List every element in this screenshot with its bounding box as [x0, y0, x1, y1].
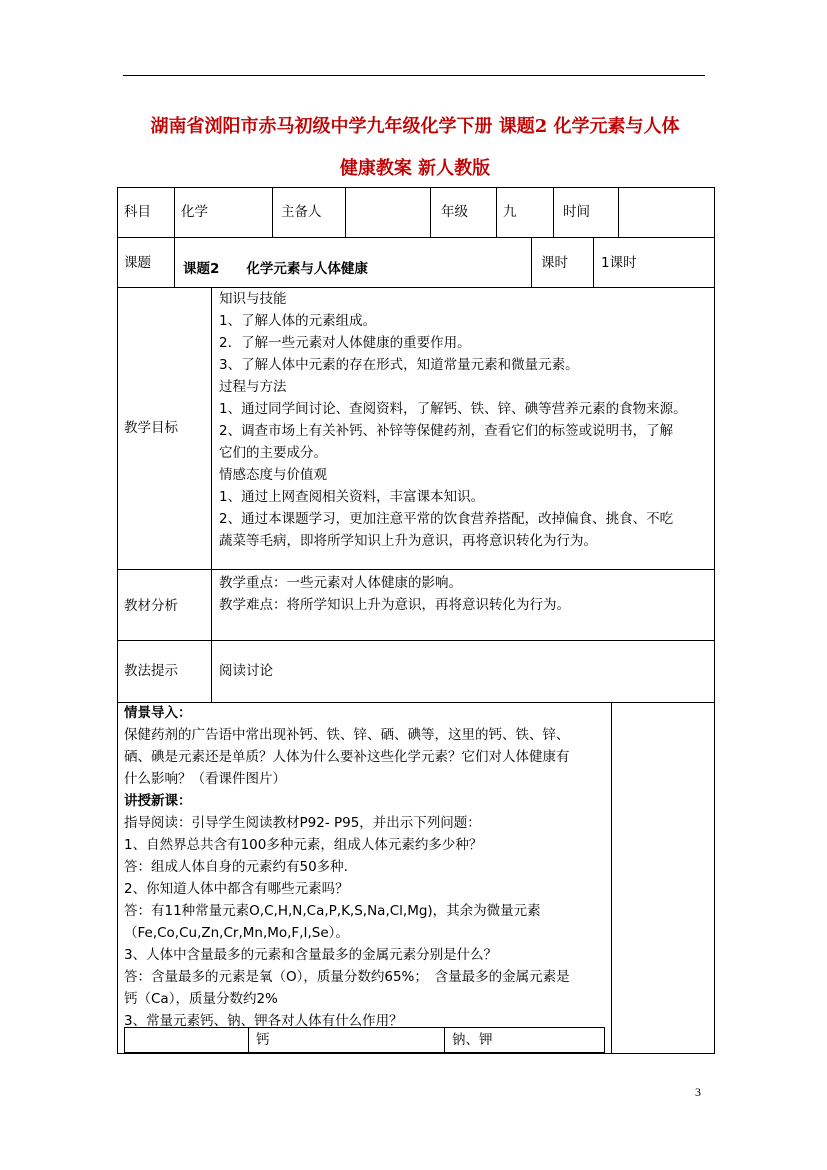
table-border-right [714, 187, 715, 1054]
col-divider [593, 237, 594, 287]
content-line: 保健药剂的广告语中常出现补钙、铁、锌、硒、碘等，这里的钙、铁、锌、 [124, 727, 570, 743]
row-divider [117, 237, 715, 238]
inner-table-sodium-potassium: 钠、钾 [452, 1032, 493, 1048]
analysis-difficult-point: 教学难点：将所学知识上升为意识，再将意识转化为行为。 [219, 597, 570, 613]
content-line: 硒、碘是元素还是单质？人体为什么要补这些化学元素？它们对人体健康有 [124, 749, 570, 765]
title-line-2: 健康教案 新人教版 [339, 158, 491, 179]
objective-line: 2、调查市场上有关补钙、补锌等保健药剂，查看它们的标签或说明书，了解 [219, 423, 674, 439]
content-line: 2、你知道人体中都含有哪些元素吗？ [124, 881, 349, 897]
objective-line: 3、了解人体中元素的存在形式，知道常量元素和微量元素。 [219, 357, 579, 373]
objective-line: 1、通过同学间讨论、查阅资料，了解钙、铁、锌、碘等营养元素的食物来源。 [219, 401, 687, 417]
table-border-bottom [117, 1053, 715, 1054]
content-line: 3、常量元素钙、钠、钾各对人体有什么作用？ [124, 1013, 403, 1029]
section-heading: 讲授新课： [124, 793, 192, 809]
document-title [110, 106, 720, 190]
objective-line: 2、通过本课题学习，更加注意平常的饮食营养搭配，改掉偏食、挑食、不吃 [219, 511, 674, 527]
col-divider [174, 237, 175, 287]
row-divider [117, 640, 715, 641]
objectives-label: 教学目标 [124, 420, 178, 436]
col-divider [553, 187, 554, 237]
objectives-text [219, 288, 687, 552]
content-line: 指导阅读：引导学生阅读教材P92- P95，并出示下列问题： [124, 815, 481, 831]
content-line: （Fe,Co,Cu,Zn,Cr,Mn,Mo,F,I,Se）。 [124, 925, 349, 941]
col-divider [345, 187, 346, 237]
col-divider [211, 287, 212, 702]
title-line-1: 湖南省浏阳市赤马初级中学九年级化学下册 课题2 化学元素与人体 [150, 116, 680, 137]
topic-value: 课题2 化学元素与人体健康 [183, 261, 368, 277]
content-line: 3、人体中含量最多的元素和含量最多的金属元素分别是什么？ [124, 947, 498, 963]
col-divider [496, 187, 497, 237]
objective-line: 1、通过上网查阅相关资料，丰富课本知识。 [219, 489, 485, 505]
topic-label: 课题 [124, 255, 151, 271]
objective-line: 知识与技能 [219, 291, 287, 307]
content-line: 钙（Ca），质量分数约2% [124, 991, 278, 1007]
subject-value: 化学 [181, 204, 208, 220]
method-value: 阅读讨论 [219, 663, 273, 679]
inner-table-border [604, 1027, 605, 1053]
col-divider [531, 237, 532, 287]
analysis-label: 教材分析 [124, 598, 178, 614]
subject-label: 科目 [124, 204, 151, 220]
objective-line: 它们的主要成分。 [219, 445, 327, 461]
table-border-left [117, 187, 118, 1054]
analysis-key-point: 教学重点：一些元素对人体健康的影响。 [219, 575, 462, 591]
method-label: 教法提示 [124, 663, 178, 679]
content-line: 答：含量最多的元素是氧（O），质量分数约65%； 含量最多的金属元素是 [124, 969, 570, 985]
inner-table-calcium: 钙 [256, 1032, 270, 1048]
hours-label: 课时 [541, 255, 568, 271]
objective-line: 2．了解一些元素对人体健康的重要作用。 [219, 335, 471, 351]
inner-table-border [124, 1052, 605, 1053]
preparer-label: 主备人 [281, 204, 322, 220]
content-line: 什么影响？（看课件图片） [124, 771, 286, 787]
header-rule [123, 75, 705, 76]
objective-line: 1、了解人体的元素组成。 [219, 313, 377, 329]
grade-value: 九 [503, 204, 517, 220]
objective-line: 蔬菜等毛病，即将所学知识上升为意识，再将意识转化为行为。 [219, 533, 597, 549]
hours-value: 1课时 [601, 255, 637, 271]
table-border-top [117, 187, 715, 188]
col-divider [618, 187, 619, 237]
col-divider [272, 187, 273, 237]
page-number: 3 [695, 1085, 701, 1099]
objective-line: 情感态度与价值观 [219, 467, 327, 483]
content-line: 1、自然界总共含有100多种元素，组成人体元素约多少种？ [124, 837, 483, 853]
objective-line: 过程与方法 [219, 379, 287, 395]
col-divider [174, 187, 175, 237]
col-divider [611, 702, 612, 1053]
section-heading: 情景导入： [124, 705, 192, 721]
grade-label: 年级 [441, 204, 468, 220]
row-divider [117, 569, 715, 570]
time-label: 时间 [563, 204, 590, 220]
teaching-content [124, 702, 570, 1032]
col-divider [430, 187, 431, 237]
content-line: 答：有11种常量元素O,C,H,N,Ca,P,K,S,Na,Cl,Mg)，其余为微量元素 [124, 903, 541, 919]
content-line: 答：组成人体自身的元素约有50多种. [124, 859, 348, 875]
